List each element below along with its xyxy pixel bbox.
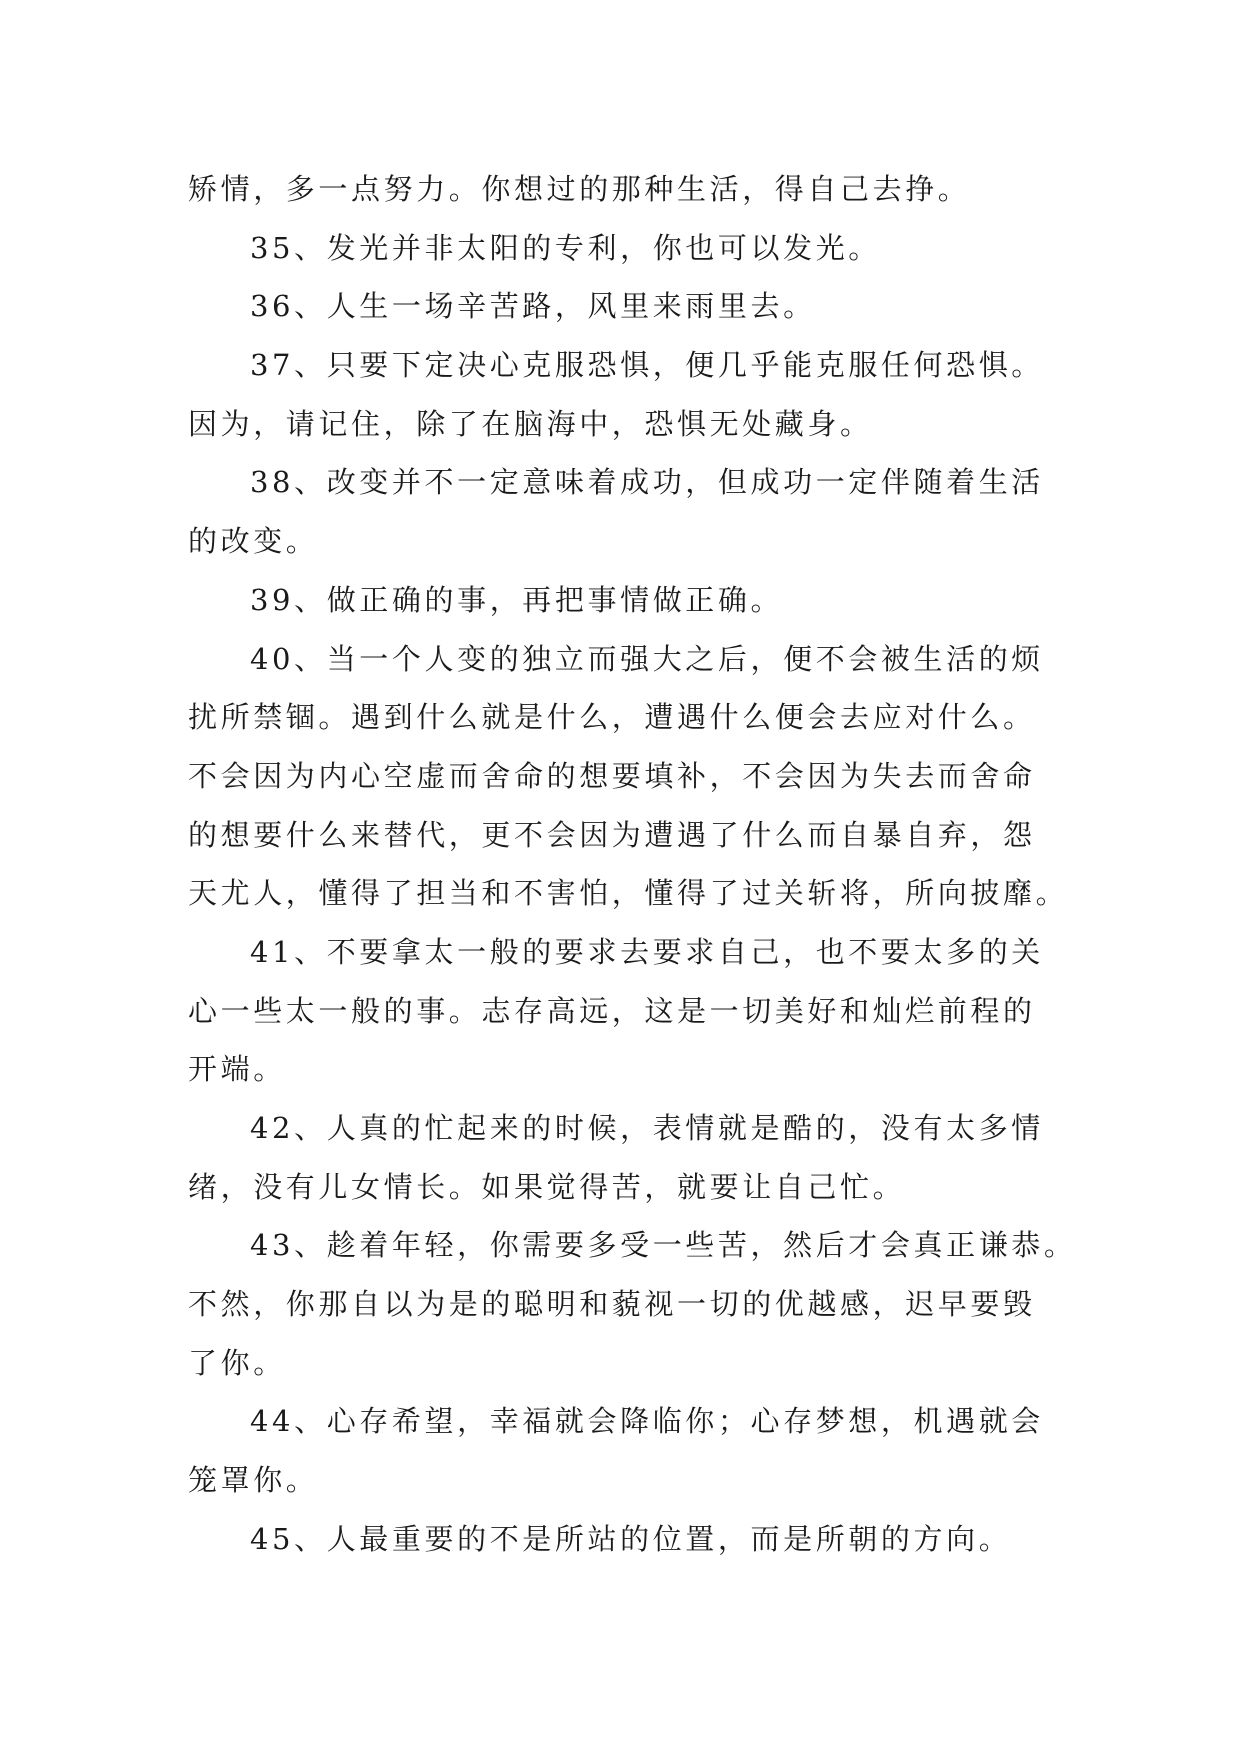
text-line: 的改变。 [188, 524, 319, 559]
text-line: 42、人真的忙起来的时候，表情就是酷的，没有太多情 [250, 1111, 1044, 1145]
text-line: 不然，你那自以为是的聪明和藐视一切的优越感，迟早要毁 [188, 1287, 1036, 1322]
text-line: 39、做正确的事，再把事情做正确。 [250, 582, 784, 617]
text-line: 36、人生一场辛苦路，风里来雨里去。 [250, 289, 816, 324]
text-line: 不会因为内心空虚而舍命的想要填补，不会因为失去而舍命 [188, 758, 1036, 793]
text-line: 心一些太一般的事。志存高远，这是一切美好和灿烂前程的 [188, 993, 1036, 1028]
text-line: 41、不要拿太一般的要求去要求自己，也不要太多的关 [250, 934, 1044, 969]
text-line: 了你。 [188, 1345, 286, 1380]
text-line: 笼罩你。 [188, 1463, 319, 1498]
text-line: 扰所禁锢。遇到什么就是什么，遭遇什么便会去应对什么。 [188, 700, 1036, 735]
text-line: 开端。 [188, 1052, 286, 1087]
text-line: 35、发光并非太阳的专利，你也可以发光。 [250, 230, 881, 265]
text-line: 天尤人，懂得了担当和不害怕，懂得了过关斩将，所向披靡。 [188, 876, 1069, 911]
text-line: 的想要什么来替代，更不会因为遭遇了什么而自暴自弃，怨 [188, 817, 1036, 852]
text-line: 因为，请记住，除了在脑海中，恐惧无处藏身。 [188, 406, 873, 441]
text-line: 38、改变并不一定意味着成功，但成功一定伴随着生活 [250, 465, 1044, 500]
text-line: 37、只要下定决心克服恐惧，便几乎能克服任何恐惧。 [250, 348, 1044, 383]
text-line: 40、当一个人变的独立而强大之后，便不会被生活的烦 [250, 641, 1044, 676]
text-line: 矫情，多一点努力。你想过的那种生活，得自己去挣。 [188, 172, 971, 206]
text-line: 43、趁着年轻，你需要多受一些苦，然后才会真正谦恭。 [250, 1228, 1077, 1263]
text-line: 45、人最重要的不是所站的位置，而是所朝的方向。 [250, 1521, 1012, 1556]
body-text [188, 160, 1077, 1569]
text-line: 绪，没有儿女情长。如果觉得苦，就要让自己忙。 [188, 1169, 906, 1204]
text-line: 44、心存希望，幸福就会降临你；心存梦想，机遇就会 [250, 1404, 1044, 1439]
